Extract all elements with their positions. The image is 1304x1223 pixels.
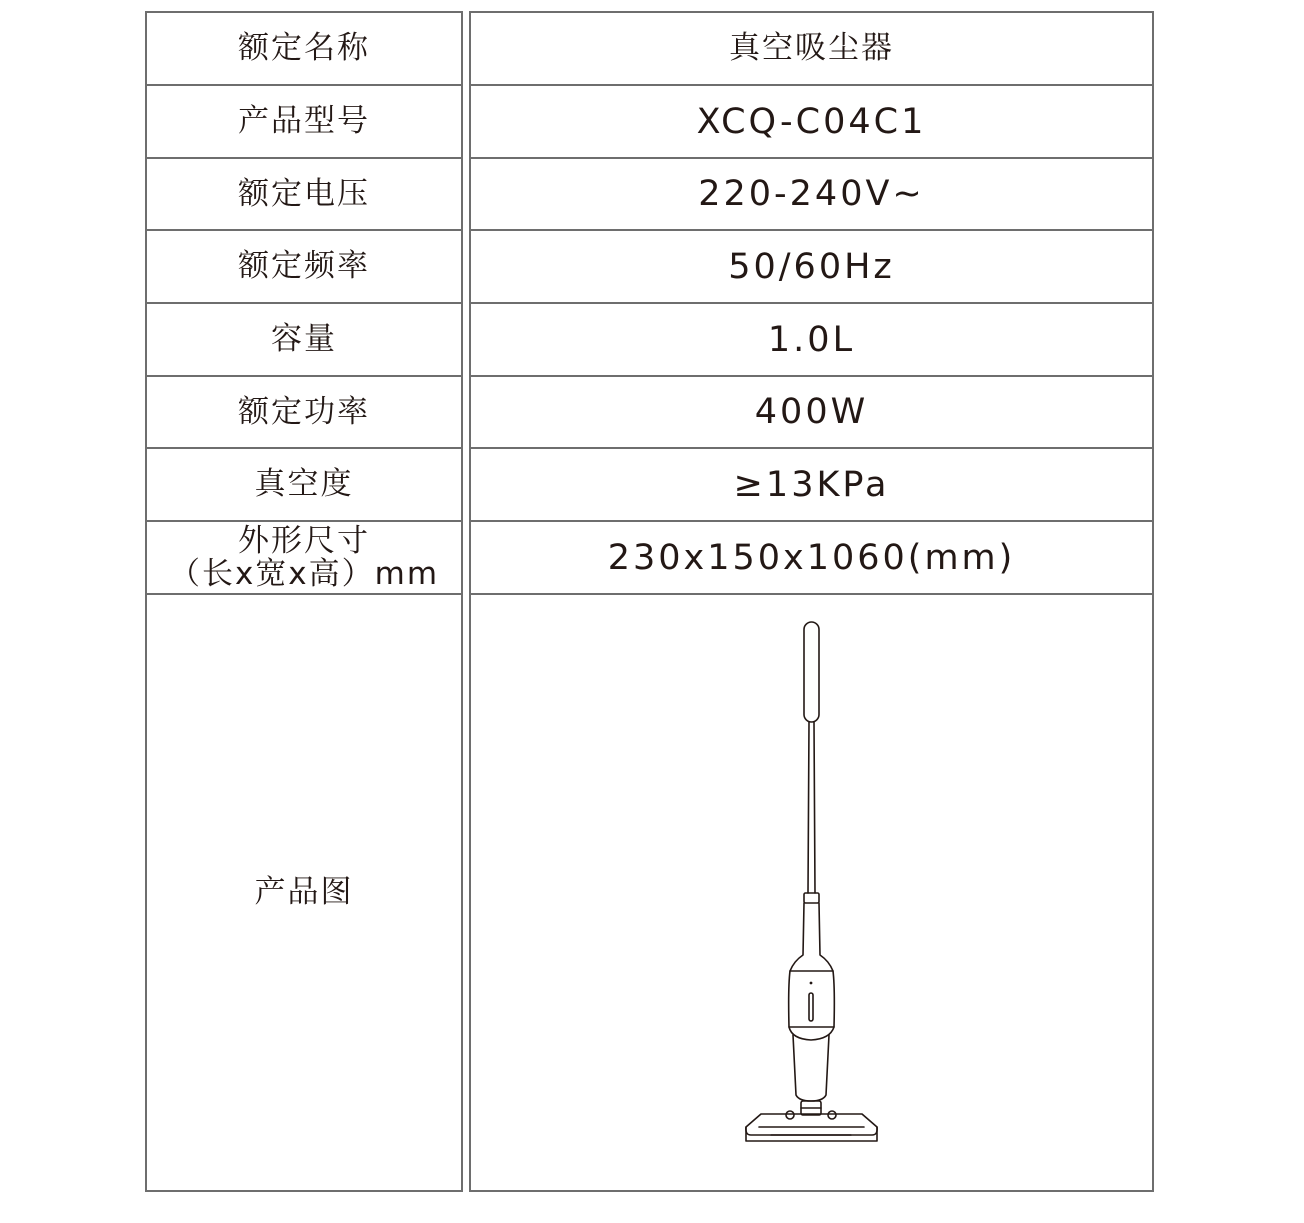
- label-vacuum-degree: 真空度: [254, 466, 354, 503]
- spec-row-value-image: [471, 595, 1152, 1190]
- spec-row-label: [147, 13, 461, 86]
- label-dimensions-unit: （长x宽x高）mm: [168, 555, 440, 592]
- spec-value-column: [469, 11, 1154, 1192]
- label-rated-frequency: 额定频率: [238, 248, 370, 285]
- value-rated-voltage: 220-240V~: [698, 174, 925, 214]
- stick-vacuum-cleaner-icon: [741, 615, 886, 1145]
- spec-row-value: [471, 13, 1152, 86]
- label-dimensions: 外形尺寸: [238, 522, 370, 559]
- value-rated-frequency: 50/60Hz: [728, 246, 895, 287]
- spec-row-label: [147, 304, 461, 377]
- spec-row-label: [147, 595, 461, 1190]
- label-capacity: 容量: [271, 321, 337, 358]
- label-product-image: 产品图: [254, 874, 354, 911]
- spec-table: [145, 11, 1154, 1192]
- spec-label-column: [145, 11, 463, 1192]
- value-capacity: 1.0L: [767, 319, 856, 360]
- label-model: 产品型号: [238, 103, 370, 140]
- spec-row-value: [471, 86, 1152, 159]
- spec-row-value: [471, 377, 1152, 449]
- spec-row-label: [147, 159, 461, 231]
- spec-row-value: [471, 449, 1152, 522]
- spec-row-label: [147, 377, 461, 449]
- spec-row-label: [147, 231, 461, 304]
- value-dimensions: 230x150x1060(mm): [607, 537, 1016, 578]
- spec-row-label: [147, 86, 461, 159]
- value-rated-power: 400W: [754, 392, 869, 432]
- spec-row-label: [147, 449, 461, 522]
- label-rated-name: 额定名称: [238, 30, 370, 67]
- spec-row-value: [471, 159, 1152, 231]
- value-model: XCQ-C04C1: [696, 101, 927, 142]
- spec-row-value: [471, 231, 1152, 304]
- label-rated-voltage: 额定电压: [238, 175, 370, 212]
- spec-row-value: [471, 304, 1152, 377]
- value-vacuum-degree: ≥13KPa: [733, 464, 890, 505]
- spec-row-label: [147, 522, 461, 595]
- spec-row-value: [471, 522, 1152, 595]
- value-rated-name: 真空吸尘器: [729, 30, 894, 67]
- label-rated-power: 额定功率: [238, 393, 370, 430]
